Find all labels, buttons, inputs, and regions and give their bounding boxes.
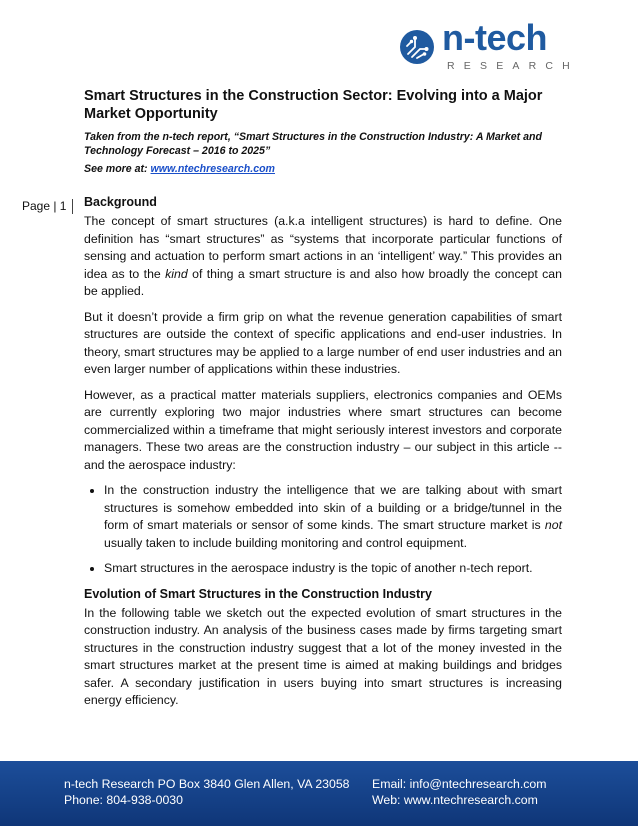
company-logo (398, 17, 579, 72)
footer-web: Web: www.ntechresearch.com (372, 793, 538, 807)
paragraph-4: In the following table we sketch out the expected evolution of smart structures in the construction industry. An analysis of the business cases made by firms targeting smart structures in the construction industry suggest that a lot of the money invested in the smart structures market at the present time is aimed at making buildings and bridges safer. A secondary justification in users buying into smart structures is increasing energy efficiency. (84, 605, 562, 707)
evolution-heading: Evolution of Smart Structures in the Construction Industry (84, 586, 432, 601)
logo-subtitle: RESEARCH (447, 60, 579, 72)
list-item (104, 482, 562, 552)
logo-name: n-tech (442, 17, 547, 58)
circuit-globe-icon (398, 28, 436, 66)
paragraph-2: But it doesn’t provide a firm grip on what the revenue generation capabilities of smart structures are outside the context of specific applications and end-user industries. In theory, smart structures may be applied to a large number of end user industries and an even larger number of applications within these industries. (84, 309, 562, 376)
footer-contact-left (64, 776, 350, 808)
page-number: Page | 1 (22, 199, 73, 214)
footer-contact-right (372, 776, 546, 808)
page-footer (0, 761, 638, 826)
industry-list (84, 482, 562, 578)
document-header (84, 87, 562, 176)
bullet-1-text-b: usually taken to include building monitoring and control equipment. (104, 535, 467, 550)
background-heading: Background (84, 195, 157, 209)
website-link[interactable]: www.ntechresearch.com (150, 163, 275, 175)
paragraph-1 (84, 213, 562, 301)
footer-phone: Phone: 804-938-0030 (64, 793, 183, 807)
article-body (84, 194, 562, 718)
bullet-1-text-a: In the construction industry the intelligence that we are talking about with smart structures is somehow embedded into skin of a building or a bridge/tunnel in the form of smart materials or sensor of some kinds. The smart structure market is (104, 483, 562, 532)
paragraph-1-emphasis: kind (165, 266, 188, 281)
paragraph-1-text-b: of thing a smart structure is and also how broadly the concept can be applied. (84, 266, 562, 298)
footer-address: n-tech Research PO Box 3840 Glen Allen, VA 23058 (64, 777, 350, 791)
see-more-line (84, 162, 562, 176)
footer-email: Email: info@ntechresearch.com (372, 777, 547, 791)
list-item: • Smart structures in the aerospace industry is the topic of another n-tech report. (104, 560, 562, 578)
see-more-label: See more at: (84, 163, 151, 175)
paragraph-3: However, as a practical matter materials suppliers, electronics companies and OEMs are currently exploring two major industries where smart structures can become commercialized within a timeframe that might seriously interest investors and corporate managers. These two areas are the construction industry – our subject in this article -- and the aerospace industry: (84, 387, 562, 472)
bullet-1-emphasis: not (544, 518, 562, 532)
document-subtitle: Taken from the n-tech report, “Smart Structures in the Construction Industry: A Market and Technology Forecast – 2016 to 2025” (84, 131, 542, 157)
paragraph-1-text-a: The concept of smart structures (a.k.a intelligent structures) is hard to define. One definition has “smart structures” as “systems that incorporate particular functions of sensing and actuation to perform smart actions in an ‘intelligent’ way.” This provides an idea as to the (84, 214, 562, 281)
document-title: Smart Structures in the Construction Sector: Evolving into a Major Market Opportunity (84, 88, 543, 122)
